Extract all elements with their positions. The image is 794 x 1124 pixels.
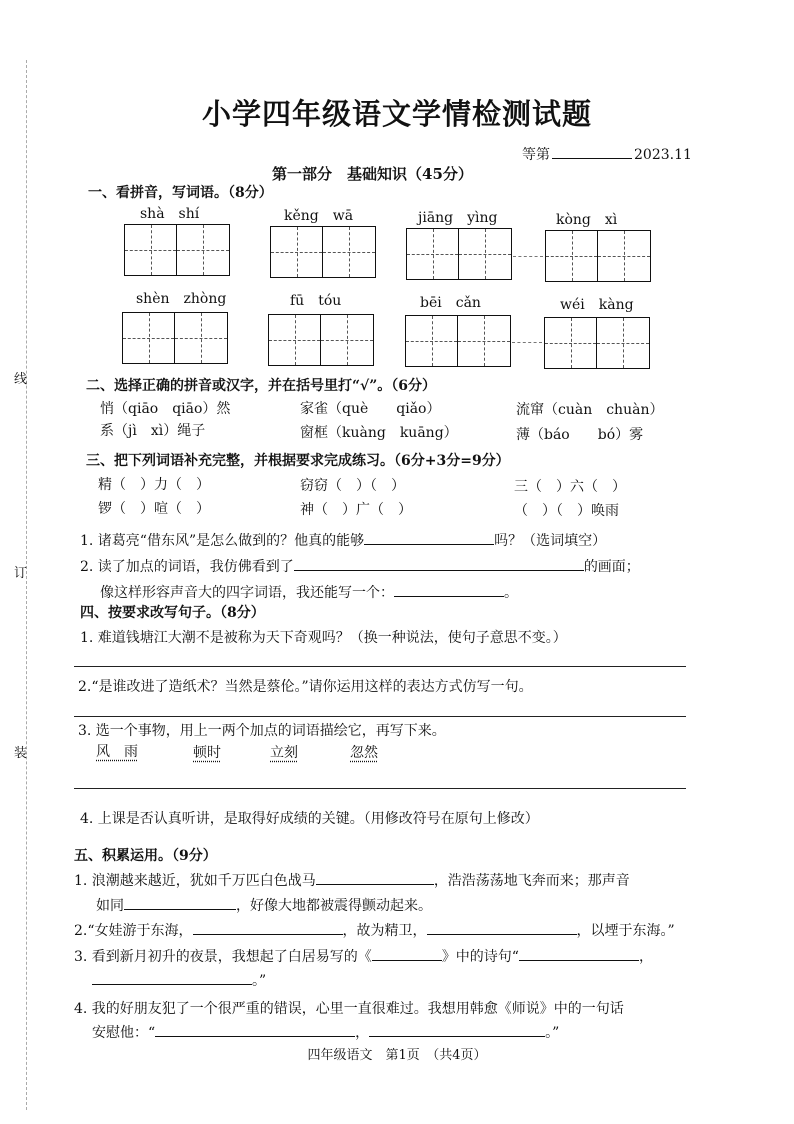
s2-item-6[interactable]: 薄（báo bó）雾 — [516, 427, 644, 443]
s5-q4-comma: ， — [355, 1025, 370, 1041]
s3-q2-follow — [100, 582, 518, 602]
s4-q3: 3. 选一个事物，用上一两个加点的词语描绘它，再写下来。 — [78, 723, 446, 739]
dash-connector — [512, 342, 542, 343]
s4-q4: 4. 上课是否认真听讲，是取得好成绩的关键。（用修改符号在原句上修改） — [80, 811, 539, 827]
answer-line-1[interactable] — [74, 666, 686, 667]
s5-q3-text-2: 》中的诗句“ — [441, 949, 519, 965]
margin-label-install: 装 — [14, 746, 28, 761]
pinyin-4: kòng xì — [556, 212, 618, 228]
writing-box-2[interactable] — [270, 226, 376, 278]
pinyin-8: wéi kàng — [560, 297, 634, 313]
s2-item-4[interactable]: 系（jì xì）绳子 — [100, 423, 206, 439]
s5-q2-text: 2.“女娃游于东海， — [74, 923, 193, 939]
grade-field — [522, 144, 692, 164]
s5-q2-text-2: ，故为精卫， — [342, 923, 427, 939]
s5-q1-cont-text: 如同 — [96, 898, 124, 914]
s5-q1-blank-2[interactable] — [124, 895, 236, 910]
s5-q2 — [74, 920, 675, 940]
s2-item-3[interactable]: 流窜（cuàn chuàn） — [516, 402, 664, 418]
exam-title: 小学四年级语文学情检测试题 — [201, 97, 592, 131]
s5-q1-cont-end: ，好像大地都被震得颤动起来。 — [236, 898, 432, 914]
section-1-heading: 一、看拼音，写词语。（8分） — [88, 185, 273, 201]
margin-label-line: 线 — [14, 372, 28, 387]
s5-q3-cont — [92, 970, 266, 990]
s3-item-6[interactable]: （ ）（ ）唤雨 — [514, 503, 619, 519]
s5-q3 — [74, 946, 653, 966]
s3-q1-text-end: 吗？（选词填空） — [494, 533, 607, 549]
section-3-heading: 三、把下列词语补充完整，并根据要求完成练习。（6分+3分=9分） — [86, 453, 510, 469]
grade-label: 等第 — [522, 147, 550, 163]
s5-q2-blank-1[interactable] — [193, 920, 343, 935]
writing-box-5[interactable] — [122, 312, 228, 364]
s5-q4-cont — [92, 1022, 559, 1042]
writing-box-7[interactable] — [405, 315, 511, 367]
word-wind-rain: 风 雨 — [96, 744, 138, 760]
word-huran: 忽然 — [350, 745, 378, 761]
s3-q2-follow-text: 像这样形容声音大的四字词语，我还能写一个： — [100, 585, 394, 601]
pinyin-5: shèn zhòng — [136, 291, 227, 307]
answer-line-2[interactable] — [74, 716, 686, 717]
section-5-heading: 五、积累运用。（9分） — [74, 848, 217, 864]
writing-box-4[interactable] — [545, 230, 651, 282]
s3-item-5[interactable]: 神（ ）广（ ） — [300, 502, 412, 518]
s5-q1-cont — [96, 895, 432, 915]
s2-item-2[interactable]: 家雀（què qiǎo） — [300, 401, 441, 417]
s3-item-4[interactable]: 锣（ ）喧（ ） — [98, 501, 210, 517]
word-dunshi: 顿时 — [193, 745, 221, 761]
s3-q1 — [80, 530, 606, 550]
s3-item-3[interactable]: 三（ ）六（ ） — [514, 479, 626, 495]
word-like: 立刻 — [270, 745, 298, 761]
s5-q3-end: 。” — [252, 973, 267, 989]
s5-q1-text: 1. 浪潮越来越近，犹如千万匹白色战马 — [74, 873, 316, 889]
s3-q2-follow-end: 。 — [504, 585, 518, 601]
pinyin-2: kěng wā — [284, 208, 354, 224]
s5-q3-comma: ， — [638, 949, 653, 965]
s3-q2 — [80, 556, 640, 576]
s3-q2-text: 2. 读了加点的词语，我仿佛看到了 — [80, 559, 294, 575]
pinyin-6: fū tóu — [290, 293, 342, 309]
s5-q3-text: 3. 看到新月初升的夜景，我想起了白居易写的《 — [74, 949, 372, 965]
s5-q1 — [74, 870, 630, 890]
pinyin-3: jiāng yìng — [418, 210, 498, 226]
answer-line-3[interactable] — [74, 788, 686, 789]
dash-connector — [513, 256, 543, 257]
s5-q1-blank-1[interactable] — [316, 870, 434, 885]
s3-q2-follow-blank[interactable] — [394, 582, 504, 597]
s5-q3-blank-title[interactable] — [372, 946, 442, 961]
s5-q2-text-3: ，以堙于东海。” — [576, 923, 675, 939]
page-footer: 四年级语文 第1页 （共4页） — [307, 1048, 487, 1063]
grade-blank[interactable] — [552, 146, 632, 159]
margin-label-bind: 订 — [14, 566, 28, 581]
pinyin-7: bēi cǎn — [420, 295, 481, 311]
s5-q3-blank-2[interactable] — [92, 970, 252, 985]
writing-box-1[interactable] — [124, 224, 230, 276]
s3-item-1[interactable]: 精（ ）力（ ） — [98, 477, 210, 493]
s5-q4-blank-2[interactable] — [369, 1022, 545, 1037]
s5-q4: 4. 我的好朋友犯了一个很严重的错误，心里一直很难过。我想用韩愈《师说》中的一句话 — [74, 1001, 624, 1017]
s3-q1-text: 1. 诸葛亮“借东风”是怎么做到的？他真的能够 — [80, 533, 365, 549]
s5-q4-blank-1[interactable] — [155, 1022, 355, 1037]
s5-q1-text-2: ，浩浩荡荡地飞奔而来；那声音 — [433, 873, 630, 889]
writing-box-6[interactable] — [268, 314, 374, 366]
s5-q2-blank-2[interactable] — [427, 920, 577, 935]
section-4-heading: 四、按要求改写句子。（8分） — [80, 605, 265, 621]
pinyin-1: shà shí — [140, 206, 200, 222]
s2-item-5[interactable]: 窗框（kuàng kuāng） — [300, 425, 458, 441]
s2-item-1[interactable]: 悄（qiāo qiāo）然 — [100, 401, 231, 417]
s5-q3-blank-1[interactable] — [519, 946, 639, 961]
s3-item-2[interactable]: 窃窃（ ）（ ） — [300, 478, 405, 494]
s3-q1-blank[interactable] — [364, 530, 494, 545]
s3-q2-blank[interactable] — [294, 556, 584, 571]
s4-q2: 2.“是谁改进了造纸术？当然是蔡伦。”请你运用这样的表达方式仿写一句。 — [78, 679, 533, 695]
writing-box-3[interactable] — [406, 228, 512, 280]
binding-line — [26, 60, 27, 1110]
exam-date: 2023.11 — [634, 147, 692, 163]
s3-q2-text-end: 的画面； — [583, 559, 640, 575]
part-title: 第一部分 基础知识（45分） — [272, 165, 473, 183]
s5-q4-text: 安慰他：“ — [92, 1025, 156, 1041]
section-2-heading: 二、选择正确的拼音或汉字，并在括号里打“√”。（6分） — [86, 378, 437, 394]
writing-box-8[interactable] — [544, 317, 650, 369]
s4-q1: 1. 难道钱塘江大潮不是被称为天下奇观吗？（换一种说法，使句子意思不变。） — [80, 630, 567, 646]
s5-q4-end: 。” — [545, 1025, 560, 1041]
